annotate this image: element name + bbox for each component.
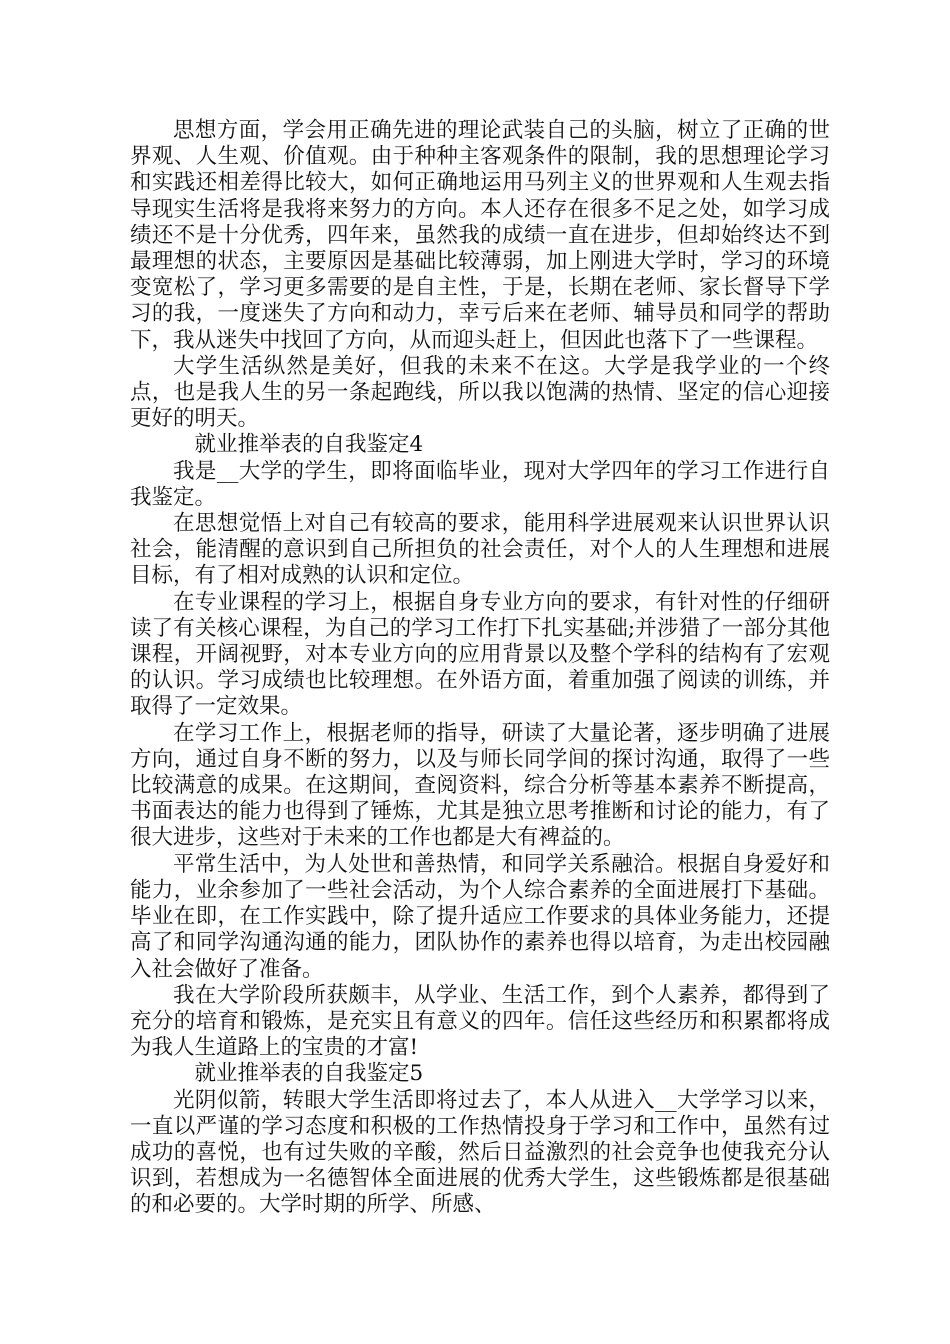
paragraph-future: 大学生活纵然是美好，但我的未来不在这。大学是我学业的一个终点，也是我人生的另一条起跑线，所以我以饱满的热情、坚定的信心迎接更好的明天。: [130, 353, 830, 432]
paragraph-courses: 在专业课程的学习上，根据自身专业方向的要求，有针对性的仔细研读了有关核心课程，为自己的学习工作打下扎实基础;并涉猎了一部分其他课程，开阔视野，对本专业方向的应用背景以及整个学科的结构有了宏观的认识。学习成绩也比较理想。在外语方面，着重加强了阅读的训练，并取得了一定效果。: [130, 589, 830, 720]
section-heading-4: 就业推举表的自我鉴定4: [194, 432, 424, 458]
paragraph-study-work: 在学习工作上，根据老师的指导，研读了大量论著，逐步明确了进展方向，通过自身不断的努力，以及与师长同学间的探讨沟通，取得了一些比较满意的成果。在这期间，查阅资料，综合分析等基本素养不断提高，书面表达的能力也得到了锤炼，尤其是独立思考推断和讨论的能力，有了很大进步，这些对于未来的工作也都是大有裨益的。: [130, 720, 830, 851]
paragraph-ideology: 思想方面，学会用正确先进的理论武装自己的头脑，树立了正确的世界观、人生观、价值观。由于种种主客观条件的限制，我的思想理论学习和实践还相差得比较大，如何正确地运用马列主义的世界观和人生观去指导现实生活将是我将来努力的方向。本人还存在很多不足之处，如学习成绩还不是十分优秀，四年来，虽然我的成绩一直在进步，但却始终达不到最理想的状态，主要原因是基础比较薄弱，加上刚进大学时，学习的环境变宽松了，学习更多需要的是自主性，于是，长期在老师、家长督导下学习的我，一度迷失了方向和动力，幸亏后来在老师、辅导员和同学的帮助下，我从迷失中找回了方向，从而迎头赶上，但因此也落下了一些课程。: [130, 118, 830, 353]
paragraph-thought: 在思想觉悟上对自己有较高的要求，能用科学进展观来认识世界认识社会，能清醒的意识到自己所担负的社会责任，对个人的人生理想和进展目标，有了相对成熟的认识和定位。: [130, 511, 830, 589]
section-heading-5: 就业推举表的自我鉴定5: [194, 1061, 424, 1087]
paragraph-daily-life: 平常生活中，为人处世和善热情，和同学关系融洽。根据自身爱好和能力，业余参加了一些社会活动，为个人综合素养的全面进展打下基础。毕业在即，在工作实践中，除了提升适应工作要求的具体业务能力，还提高了和同学沟通沟通的能力，团队协作的素养也得以培育，为走出校园融入社会做好了准备。: [130, 851, 830, 982]
paragraph-intro-5: 光阴似箭，转眼大学生活即将过去了，本人从进入__大学学习以来，一直以严谨的学习态度和积极的工作热情投身于学习和工作中，虽然有过成功的喜悦，也有过失败的辛酸，然后日益激烈的社会竞争也使我充分认识到，若想成为一名德智体全面进展的优秀大学生，这些锻炼都是很基础的和必要的。大学时期的所学、所感、: [130, 1087, 830, 1218]
paragraph-summary: 我在大学阶段所获颇丰，从学业、生活工作，到个人素养，都得到了充分的培育和锻炼，是充实且有意义的四年。信任这些经历和积累都将成为我人生道路上的宝贵的才富!: [130, 982, 830, 1061]
paragraph-intro-4: 我是__大学的学生，即将面临毕业，现对大学四年的学习工作进行自我鉴定。: [130, 458, 830, 510]
document-page: [130, 118, 830, 1219]
